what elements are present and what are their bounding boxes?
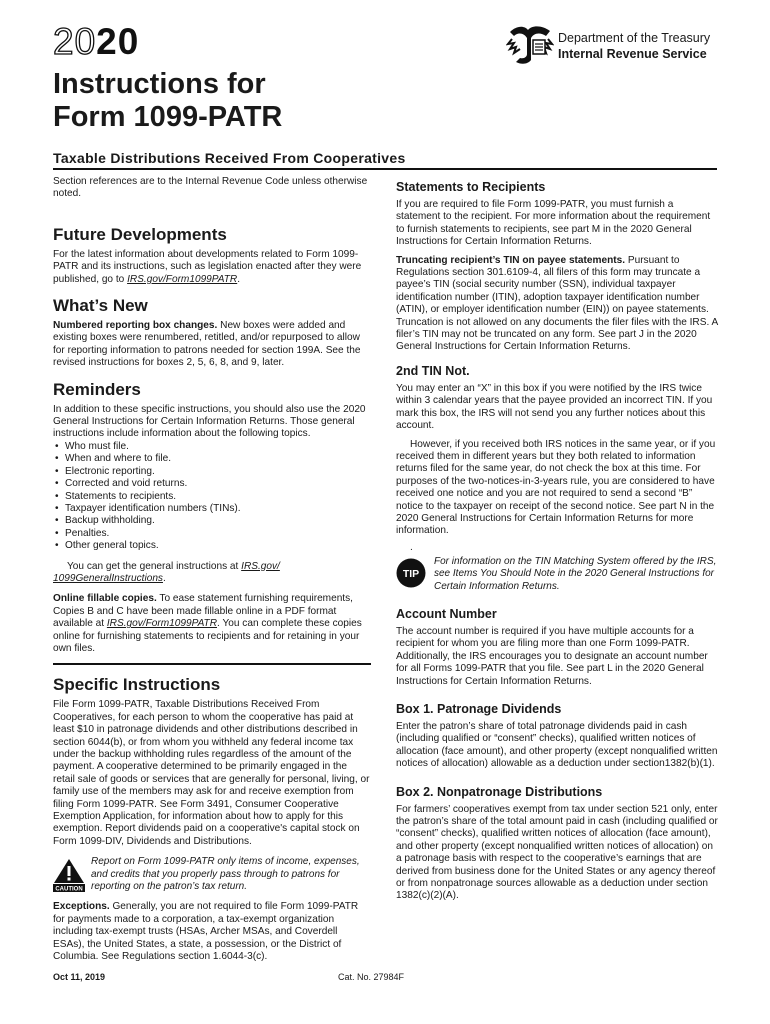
stray-dot: . [410,541,413,553]
caution-callout [53,856,371,893]
box2-text: For farmers’ cooperatives exempt from tax under section 521 only, enter the patron’s share of the total amount paid in cash (including qualified or “consent” checks), qualified written notices of allocation (face amount), and other property (except nonqualified written notices of allocation) on a patronage basis with respect to the cooperative’s earnings that are derived from business done for the United States or any agency thereof or from nonpatronage sources allowable as a deduction under section 1382(c)(2)(A). [396,803,718,902]
list-item: • Corrected and void returns. [53,478,371,490]
truncating-runin: Truncating recipient’s TIN on payee statements. [396,254,626,266]
list-item: • Backup withholding. [53,515,371,527]
numbered-text: New boxes were added and existing boxes were renumbered, retitled, and/or repurposed to allow for reporting information to patrons needed for section 199A. See the revised instructions for boxes 2, 5, 6, 8, and 9, later. [53,320,361,369]
year-outline: 20 [53,21,97,62]
revision-date: Oct 11, 2019 [53,972,106,982]
general-text: You can get the general instructions at [67,560,242,572]
page-subtitle: Taxable Distributions Received From Cooperatives [53,150,406,166]
caution-text: Report on Form 1099-PATR only items of income, expenses, and credits that you properly pass through to patrons for reporting on the patron’s tax return. [91,856,360,893]
numbered-boxes-paragraph [53,320,371,370]
year-bold: 20 [96,21,140,62]
section-divider [53,663,371,665]
department-name: Department of the Treasury [558,31,711,45]
list-item: • Penalties. [53,528,371,540]
box1-text: Enter the patron’s share of total patronage dividends paid in cash (including qualified or “consent” checks), qualified written notices of allocation (face amount), and other property (except nonqualified written notices of allocation) allowable as a deduction under section1382(b)(1). [396,721,718,770]
general-end: . [162,572,166,584]
exceptions-text: Generally, you are not required to file Form 1099-PATR for payments made to a corporation, a tax-exempt organization including tax-exempt trusts (HSAs, Archer MSAs, and Coverdell ESAs), the United States, a state, a possession, or the District of Columbia. See Regulations section 1.6044-3(c). [53,901,359,963]
irs-form-link[interactable]: IRS.gov/Form1099PATR [127,273,238,285]
agency-block [558,30,710,62]
account-number-heading: Account Number [396,606,497,621]
list-item: • Other general topics. [53,540,371,552]
irs-eagle-logo-icon [506,22,554,68]
form-year [53,22,139,62]
fillable-text: To ease statement furnishing requirements, Copies B and C have been made fillable online in a PDF format available at [53,593,353,630]
exceptions-paragraph [53,901,371,963]
left-column [53,176,371,964]
list-item: • Electronic reporting. [53,466,371,478]
catalog-number: Cat. No. 27984F [338,972,405,982]
future-text: For the latest information about developments related to Form 1099-PATR and its instructions, such as legislation enacted after they were published, go to [53,248,362,285]
whats-new-heading: What’s New [53,296,148,316]
statements-text: If you are required to file Form 1099-PATR, you must furnish a statement to the recipient. For more information about the requirement to furnish statements to recipients, see part M in the 2020 General Instructions for Certain Information Returns. [396,199,711,248]
specific-instructions-text: File Form 1099-PATR, Taxable Distributions Received From Cooperatives, for each person to whom the cooperative has paid at least $10 in patronage dividends and other distributions described in section 6044(b), or from whom you withheld any federal income tax under the backup withholding rules regardless of the amount of the payment. A cooperative determined to be primarily engaged in the retail sale of goods or services that are generally for personal, living, or family use of the members may ask for and receive exemption from filing Form 1099-PATR. See Form 3491, Consumer Cooperative Exemption Application, for information about how to apply for this exemption. Report dividends paid on a cooperative's capital stock on Form 1099-DIV, Dividends and Distributions. [53,699,370,847]
tip-callout [396,556,718,593]
page-title [53,68,282,134]
future-developments-text [53,249,371,286]
second-tin-heading: 2nd TIN Not. [396,363,470,378]
numbered-runin: Numbered reporting box changes. [53,320,218,332]
general-instructions-link[interactable]: IRS.gov/ 1099GeneralInstructions [53,560,280,584]
intro-text: Section references are to the Internal Revenue Code unless otherwise noted. [53,176,368,200]
statements-heading: Statements to Recipients [396,180,546,194]
title-line-2: Form 1099-PATR [53,101,283,133]
tip-icon [396,558,426,588]
box1-heading: Box 1. Patronage Dividends [396,702,562,716]
box2-heading: Box 2. Nonpatronage Distributions [396,784,603,799]
list-item: • When and where to file. [53,453,371,465]
agency-name: Internal Revenue Service [558,47,707,61]
second-tin-text-1: You may enter an “X” in this box if you were notified by the IRS twice within 3 calendar years that the payee provided an incorrect TIN. If you mark this box, the IRS will not send you any further notices about this account. [396,382,713,432]
header-rule [53,168,717,170]
future-end: . [237,273,241,285]
fillable-copies-paragraph [53,593,371,655]
reminders-heading: Reminders [53,379,141,399]
truncating-text: Pursuant to Regulations section 301.6109-4, all filers of this form may truncate a payee’s TIN (social security number (SSN), individual taxpayer identification number (ITIN), adoption taxpayer identification number (ATIN), or employer identification number (EIN)) on payee statements. Truncation is not allowed on any documents the filer files with the IRS. A filer’s TIN may not be truncated on any form. See part J in the 2020 General Instructions for Certain Information Returns. [396,254,718,353]
tip-text: For information on the TIN Matching System offered by the IRS, see Items You Should Note in the 2020 General Instructions for Certain Information Returns. [434,555,717,592]
list-item: • Who must file. [53,441,371,453]
second-tin-text-2: However, if you received both IRS notices in the same year, or if you received them in different years but they both related to information returns filed for the same year, do not check the box at this time. For purposes of the two-notices-in-3-years rule, you are considered to have received one notice and you are not required to send a second “B” notice to the taxpayer on receipt of the second notice. See part N in the 2020 General Instructions for Certain Information Returns for more information. [396,438,716,537]
reminders-text: In addition to these specific instructions, you should also use the 2020 General Instructions for Certain Information Returns. Those general instructions include information about the following topics. [53,403,366,440]
general-instructions-paragraph [53,561,371,586]
list-item: • Statements to recipients. [53,491,371,503]
fillable-form-link[interactable]: IRS.gov/Form1099PATR [106,618,218,630]
list-item: • Taxpayer identification numbers (TINs). [53,503,371,515]
fillable-runin: Online fillable copies. [53,593,157,605]
fillable-end: . You can complete these copies online for furnishing statements to recipients and for retaining in your own files. [53,618,362,654]
topics-list [53,441,371,553]
exceptions-runin: Exceptions. [53,901,110,913]
future-developments-heading: Future Developments [53,224,227,244]
account-number-text: The account number is required if you have multiple accounts for a recipient for whom you are filing more than one Form 1099-PATR. Additionally, the IRS encourages you to designate an account number for all Forms 1099-PATR that you file. See part L in the 2020 General Instructions for Certain Information Returns. [396,625,708,687]
tip-label: TIP [402,567,420,580]
specific-instructions-heading: Specific Instructions [53,675,221,695]
caution-label: CAUTION [55,886,83,893]
title-line-1: Instructions for [53,68,266,100]
caution-icon [53,858,85,892]
right-column [396,176,718,903]
truncating-paragraph [396,255,718,354]
